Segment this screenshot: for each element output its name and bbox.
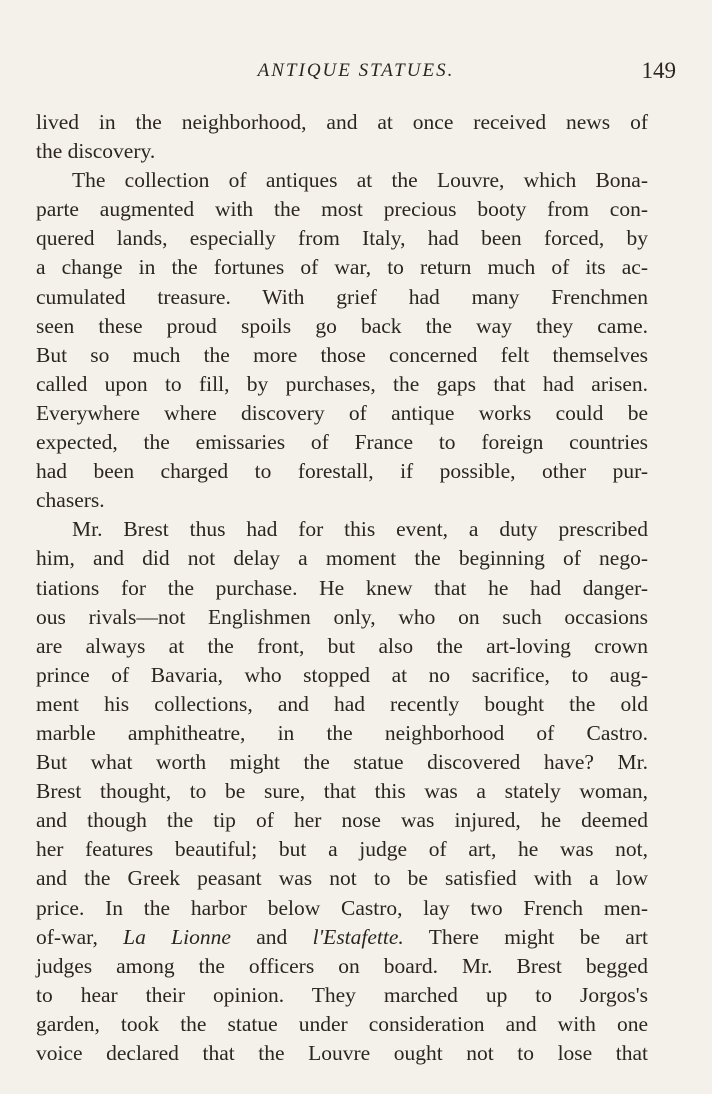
text-line: are always at the front, but also the art-loving crown bbox=[36, 633, 648, 658]
text-line: her features beautiful; but a judge of art, he was not, bbox=[36, 837, 648, 862]
running-head: ANTIQUE STATUES. bbox=[257, 60, 455, 81]
page-number: 149 bbox=[641, 58, 676, 83]
text-line: called upon to fill, by purchases, the gaps that had arisen. bbox=[36, 371, 648, 396]
text-line: a change in the fortunes of war, to return much of its ac- bbox=[36, 255, 648, 280]
text-line: judges among the officers on board. Mr. Brest begged bbox=[36, 953, 648, 978]
ship-name-la-lionne: La Lionne bbox=[123, 924, 231, 949]
text-line: prince of Bavaria, who stopped at no sacrifice, to aug- bbox=[36, 662, 648, 687]
text-line: voice declared that the Louvre ought not to lose that bbox=[36, 1041, 648, 1065]
text-line: chasers. bbox=[36, 488, 105, 513]
text-line: had been charged to forestall, if possible, other pur- bbox=[36, 459, 648, 484]
text-line: the discovery. bbox=[36, 139, 156, 164]
text-line: ment his collections, and had recently bought the old bbox=[36, 691, 648, 716]
text-line: But what worth might the statue discovered have? Mr. bbox=[36, 750, 648, 775]
text-segment: of-war, bbox=[36, 924, 124, 949]
text-line: lived in the neighborhood, and at once received news of bbox=[36, 110, 648, 134]
text-line: But so much the more those concerned felt themselves bbox=[36, 342, 648, 367]
text-line: seen these proud spoils go back the way they came. bbox=[36, 313, 648, 338]
ship-name-estafette: l'Estafette. bbox=[312, 924, 404, 949]
text-line: expected, the emissaries of France to foreign countries bbox=[36, 430, 648, 455]
text-line: Mr. Brest thus had for this event, a duty prescribed bbox=[72, 517, 648, 542]
body-text bbox=[36, 108, 648, 1068]
text-line: price. In the harbor below Castro, lay two French men- bbox=[36, 895, 648, 920]
text-line: The collection of antiques at the Louvre, which Bona- bbox=[72, 168, 648, 193]
text-line: cumulated treasure. With grief had many Frenchmen bbox=[36, 284, 648, 309]
text-line: marble amphitheatre, in the neighborhood of Castro. bbox=[36, 720, 648, 745]
text-line: Everywhere where discovery of antique works could be bbox=[36, 400, 648, 425]
text-line: ous rivals—not Englishmen only, who on such occasions bbox=[36, 604, 648, 629]
text-line: garden, took the statue under consideration and with one bbox=[36, 1011, 648, 1036]
text-line: him, and did not delay a moment the beginning of nego- bbox=[36, 546, 648, 571]
text-segment: There might be art bbox=[403, 924, 648, 949]
text-line: quered lands, especially from Italy, had been forced, by bbox=[36, 226, 648, 251]
text-line: to hear their opinion. They marched up to Jorgos's bbox=[36, 982, 648, 1007]
text-line: Brest thought, to be sure, that this was a stately woman, bbox=[36, 779, 648, 804]
text-line: parte augmented with the most precious booty from con- bbox=[36, 197, 648, 222]
text-segment: and bbox=[230, 924, 313, 949]
text-line: tiations for the purchase. He knew that he had danger- bbox=[36, 575, 648, 600]
page-header bbox=[36, 58, 676, 88]
text-line: and though the tip of her nose was injured, he deemed bbox=[36, 808, 648, 833]
text-line-mixed bbox=[36, 923, 648, 952]
text-line: and the Greek peasant was not to be satisfied with a low bbox=[36, 866, 648, 891]
